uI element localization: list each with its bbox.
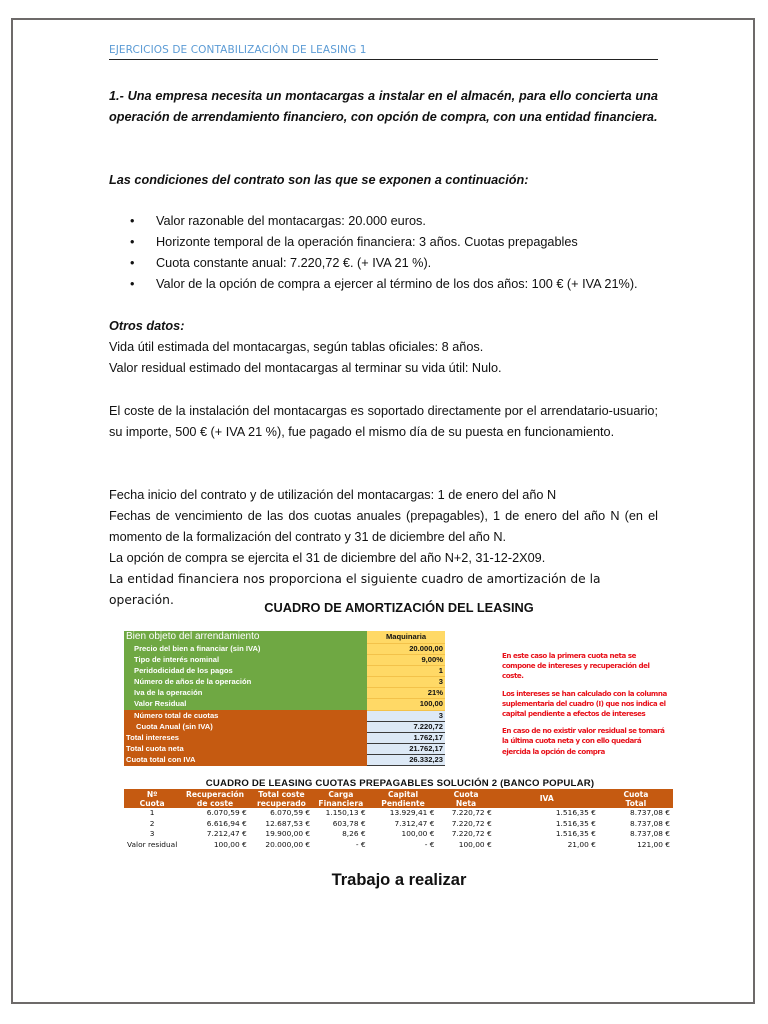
residual-value-line: Valor residual estimado del montacargas al terminar su vida útil: Nulo. [109, 361, 502, 375]
table-row [124, 631, 445, 644]
list-item: • Cuota constante anual: 7.220,72 €. (+ IVA 21 %). [130, 253, 670, 274]
table-row: Cuota total con IVA 26.332,23 [126, 754, 443, 764]
exercise-intro: 1.- Una empresa necesita un montacargas a instalar en el almacén, para ello concierta una operación de arrendamiento financiero, con opción de compra, con una entidad financiera. [109, 89, 658, 124]
summary-header-value: Maquinaria [367, 631, 445, 644]
column-header: Cuota Total [599, 789, 673, 808]
table-row: Cuota Anual (sin IVA) 7.220,72 [124, 721, 445, 732]
installation-paragraph: El coste de la instalación del montacargas es soportado directamente por el arrendatario-usuario; su importe, 500 € (+ IVA 21 %), fue pagado el mismo día de su puesta en funcionamiento. [109, 404, 658, 439]
table-row: 1 6.070,59 € 6.070,59 € 1.150,13 € 13.929,41 € 7.220,72 € 1.516,35 € 8.737,08 € [149, 808, 670, 817]
table-row: 3 7.212,47 € 19.900,00 € 8,26 € 100,00 € 7.220,72 € 1.516,35 € 8.737,08 € [149, 829, 670, 838]
conditions-list [130, 211, 670, 295]
lead-in-line: La entidad financiera nos proporciona el siguiente cuadro de amortización de la operación. [109, 572, 601, 607]
conditions-heading: Las condiciones del contrato son las que se exponen a continuación: [109, 173, 529, 187]
useful-life-line: Vida útil estimada del montacargas, según tablas oficiales: 8 años. [109, 340, 484, 354]
list-item: • Valor razonable del montacargas: 20.000 euros. [130, 211, 670, 232]
red-notes [502, 651, 678, 764]
bullet-icon: • [130, 277, 135, 291]
column-header: Recuperación de coste [180, 789, 250, 808]
table-row: Precio del bien a financiar (sin IVA) 20.000,00 [124, 644, 445, 655]
table-row: 2 6.616,94 € 12.687,53 € 603,78 € 7.312,47 € 7.220,72 € 1.516,35 € 8.737,08 € [149, 818, 670, 828]
bullet-icon: • [130, 256, 135, 270]
purchase-option-line: La opción de compra se ejercita el 31 de diciembre del año N+2, 31-12-2X09. [109, 551, 546, 565]
table-row: Total intereses 1.762,17 [126, 732, 443, 742]
column-header: Capital Pendiente [369, 789, 438, 808]
table-row: Peridodicidad de los pagos 1 [124, 666, 445, 677]
bullet-icon: • [130, 214, 135, 228]
note-interest-calculation: Los intereses se han calculado con la columna suplementaria del cuadro (I) que nos indica el capital pendiente a efectos de intereses [502, 688, 667, 719]
summary-header-label: Bien objeto del arrendamiento [124, 631, 367, 644]
table-row: Iva de la operación 21% [124, 688, 445, 699]
page-header: EJERCICIOS DE CONTABILIZACIÓN DE LEASING 1 [109, 44, 658, 60]
leasing-summary-table [124, 631, 445, 766]
due-dates-paragraph: Fechas de vencimiento de las dos cuotas anuales (prepagables), 1 de enero del año N (en el momento de la formalización del contrato y 31 de diciembre del año N. [109, 509, 658, 544]
table-row: Número de años de la operación 3 [124, 677, 445, 688]
table-row: Total cuota neta 21.762,17 [126, 743, 443, 753]
column-header: IVA [495, 789, 599, 808]
table-row: Valor residual 100,00 € 20.000,00 € - € - € 100,00 € 21,00 € 121,00 € [127, 839, 670, 849]
column-header: Carga Financiera [313, 789, 369, 808]
column-header: Total coste recuperado [250, 789, 313, 808]
column-header: Nº Cuota [124, 789, 180, 808]
table-header-row [124, 789, 673, 808]
table-row: Valor Residual 100,00 [124, 699, 445, 710]
leasing-table-title: CUADRO DE LEASING CUOTAS PREPAGABLES SOLUCIÓN 2 (BANCO POPULAR) [205, 778, 595, 789]
bullet-icon: • [130, 235, 135, 249]
amortization-title: CUADRO DE AMORTIZACIÓN DEL LEASING [264, 600, 534, 615]
list-item: • Horizonte temporal de la operación financiera: 3 años. Cuotas prepagables [130, 232, 670, 253]
leasing-schedule-table [124, 789, 673, 850]
list-item: • Valor de la opción de compra a ejercer al término de los dos años: 100 € (+ IVA 21%). [130, 274, 670, 295]
column-header: Cuota Neta [437, 789, 494, 808]
table-row: Tipo de interés nominal 9,00% [124, 655, 445, 666]
start-date-line: Fecha inicio del contrato y de utilización del montacargas: 1 de enero del año N [109, 488, 557, 502]
other-data-heading: Otros datos: [109, 319, 185, 333]
table-row: Número total de cuotas 3 [124, 710, 445, 721]
note-residual-value: En caso de no existir valor residual se tomará la última cuota neta y con ello quedará ejercida la opción de compra [502, 726, 665, 756]
work-title: Trabajo a realizar [331, 871, 467, 889]
note-first-installment: En este caso la primera cuota neta se compone de intereses y recuperación del coste. [502, 651, 650, 681]
